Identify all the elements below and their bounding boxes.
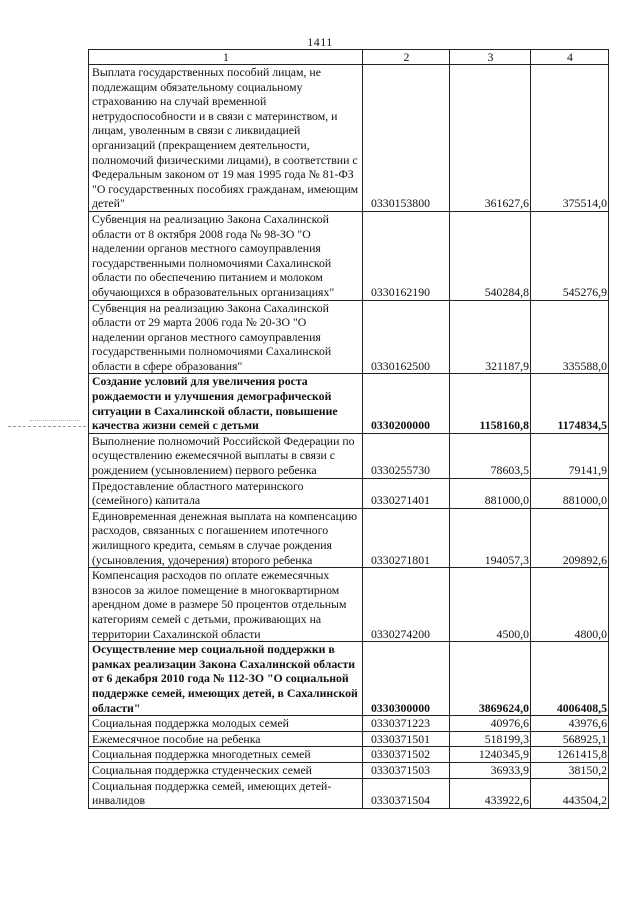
row-name: Субвенция на реализацию Закона Сахалинской области от 8 октября 2008 года № 98-ЗО "О наделении органов местного самоуправления государственными полномочиями Сахалинской области по обеспечению питанием и молоком обучающихся в образовательных организациях" (89, 211, 363, 300)
row-value-2020: 881000,0 (450, 478, 531, 508)
table-row (89, 508, 609, 567)
row-code: 0330274200 (363, 568, 450, 642)
row-code: 0330162500 (363, 300, 450, 374)
row-name: Социальная поддержка студенческих семей (89, 762, 363, 778)
row-code: 0330371502 (363, 747, 450, 763)
table-row (89, 478, 609, 508)
row-code: 0330371503 (363, 762, 450, 778)
row-name: Субвенция на реализацию Закона Сахалинской области от 29 марта 2006 года № 20-ЗО "О наделении органов местного самоуправления государственными полномочиями Сахалинской области в сфере образования" (89, 300, 363, 374)
table-row (89, 300, 609, 374)
row-value-2021: 1174834,5 (531, 374, 609, 433)
row-value-2020: 540284,8 (450, 211, 531, 300)
row-value-2021: 1261415,8 (531, 747, 609, 763)
table-row (89, 716, 609, 732)
row-name: Социальная поддержка семей, имеющих детей-инвалидов (89, 778, 363, 808)
row-value-2020: 4500,0 (450, 568, 531, 642)
row-value-2020: 321187,9 (450, 300, 531, 374)
row-value-2021: 881000,0 (531, 478, 609, 508)
row-value-2021: 568925,1 (531, 731, 609, 747)
row-value-2021: 443504,2 (531, 778, 609, 808)
page-number: 1411 (307, 35, 333, 49)
row-value-2021: 79141,9 (531, 433, 609, 478)
row-code: 0330300000 (363, 642, 450, 716)
row-value-2021: 545276,9 (531, 211, 609, 300)
budget-table (88, 49, 609, 809)
table-row (89, 747, 609, 763)
row-value-2020: 78603,5 (450, 433, 531, 478)
row-code: 0330271801 (363, 508, 450, 567)
table-row (89, 731, 609, 747)
margin-mark (30, 420, 80, 422)
table-row (89, 778, 609, 808)
row-name: Выплата государственных пособий лицам, не подлежащим обязательному социальному страхованию на случай временной нетрудоспособности и в связи с материнством, и лицам, уволенным в связи с ликвидацией организаций (прекращением деятельности, полномочий физическими лицами), в соответствии с Федеральным законом от 19 мая 1995 года № 81-ФЗ "О государственных пособиях гражданам, имеющим детей" (89, 65, 363, 212)
row-code: 0330162190 (363, 211, 450, 300)
row-code: 0330153800 (363, 65, 450, 212)
row-value-2020: 3869624,0 (450, 642, 531, 716)
header-row (89, 50, 609, 65)
row-value-2021: 209892,6 (531, 508, 609, 567)
row-code: 0330371223 (363, 716, 450, 732)
row-value-2020: 194057,3 (450, 508, 531, 567)
row-value-2020: 40976,6 (450, 716, 531, 732)
row-name: Создание условий для увеличения роста рождаемости и улучшения демографической ситуации в Сахалинской области, повышение качества жизни семей с детьми (89, 374, 363, 433)
row-value-2021: 335588,0 (531, 300, 609, 374)
row-code: 0330200000 (363, 374, 450, 433)
table-row (89, 65, 609, 212)
row-value-2021: 43976,6 (531, 716, 609, 732)
row-name: Социальная поддержка многодетных семей (89, 747, 363, 763)
row-value-2021: 4006408,5 (531, 642, 609, 716)
row-code: 0330371501 (363, 731, 450, 747)
column-header: 2 (363, 50, 450, 65)
row-code: 0330255730 (363, 433, 450, 478)
table-row (89, 374, 609, 433)
table-row (89, 211, 609, 300)
row-value-2020: 518199,3 (450, 731, 531, 747)
row-value-2020: 433922,6 (450, 778, 531, 808)
row-value-2020: 361627,6 (450, 65, 531, 212)
row-value-2020: 36933,9 (450, 762, 531, 778)
row-name: Единовременная денежная выплата на компенсацию расходов, связанных с погашением ипотечного жилищного кредита, семьям в случае рождения (усыновления, удочерения) второго ребенка (89, 508, 363, 567)
row-name: Выполнение полномочий Российской Федерации по осуществлению ежемесячной выплаты в связи с рождением (усыновлением) первого ребенка (89, 433, 363, 478)
margin-mark (8, 426, 86, 428)
column-header: 3 (450, 50, 531, 65)
table-row (89, 762, 609, 778)
column-header: 1 (89, 50, 363, 65)
row-name: Социальная поддержка молодых семей (89, 716, 363, 732)
row-value-2021: 4800,0 (531, 568, 609, 642)
row-value-2021: 38150,2 (531, 762, 609, 778)
table-row (89, 642, 609, 716)
row-code: 0330271401 (363, 478, 450, 508)
row-name: Осуществление мер социальной поддержки в рамках реализации Закона Сахалинской области от 6 декабря 2010 года № 112-ЗО "О социальной поддержке семей, имеющих детей, в Сахалинской области" (89, 642, 363, 716)
row-name: Компенсация расходов по оплате ежемесячных взносов за жилое помещение в многоквартирном арендном доме в размере 50 процентов отдельным категориям семей с детьми, проживающих на территории Сахалинской области (89, 568, 363, 642)
row-value-2020: 1158160,8 (450, 374, 531, 433)
table-row (89, 568, 609, 642)
table-row (89, 433, 609, 478)
row-name: Предоставление областного материнского (семейного) капитала (89, 478, 363, 508)
row-code: 0330371504 (363, 778, 450, 808)
row-name: Ежемесячное пособие на ребенка (89, 731, 363, 747)
row-value-2020: 1240345,9 (450, 747, 531, 763)
row-value-2021: 375514,0 (531, 65, 609, 212)
column-header: 4 (531, 50, 609, 65)
